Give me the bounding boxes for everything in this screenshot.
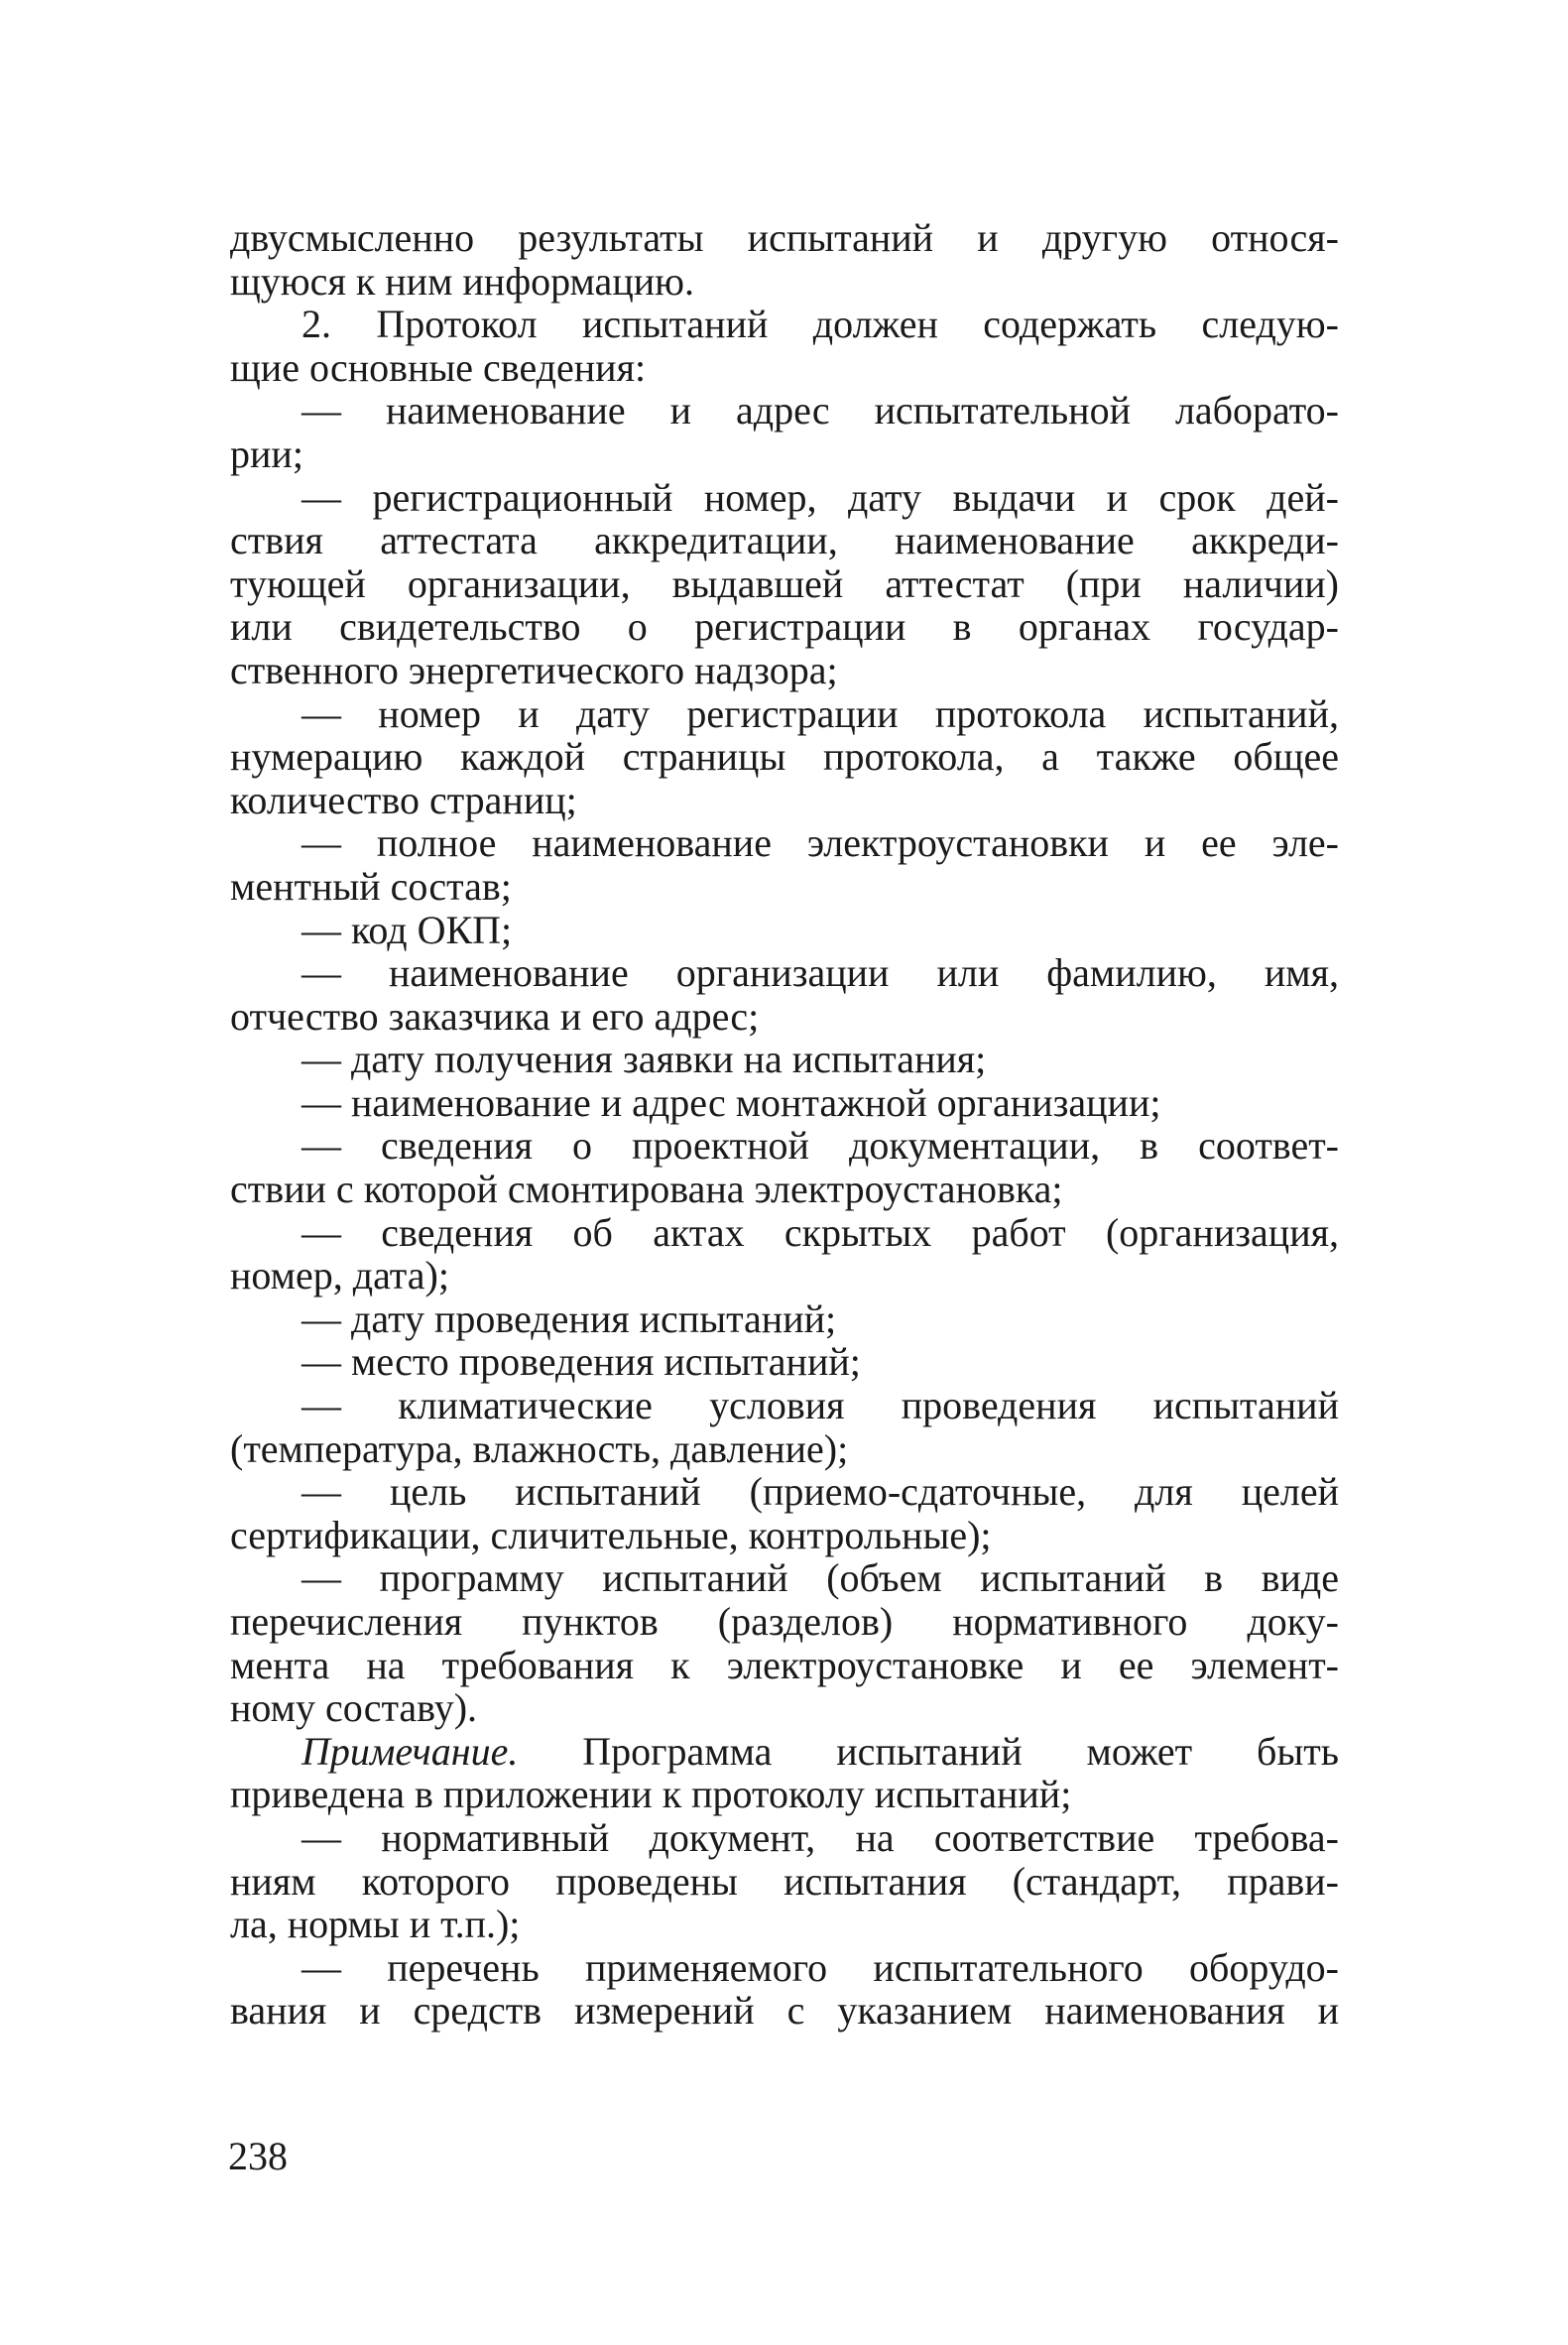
text-line: тующей организации, выдавшей аттестат (при наличии) bbox=[230, 560, 1339, 606]
text-block-main bbox=[230, 216, 1339, 1730]
text-line: ному составу). bbox=[230, 1685, 478, 1731]
text-line: двусмысленно результаты испытаний и другую относя- bbox=[230, 215, 1339, 260]
text-line: номер, дата); bbox=[230, 1253, 449, 1298]
text-line: — сведения о проектной документации, в соответ- bbox=[302, 1123, 1339, 1169]
text-line: мента на требования к электроустановке и ее элемент- bbox=[230, 1642, 1339, 1687]
text-line: — программу испытаний (объем испытаний в виде bbox=[302, 1555, 1339, 1601]
text-line: щие основные сведения: bbox=[230, 344, 647, 390]
note-text: Программа испытаний может быть bbox=[518, 1728, 1339, 1774]
text-line: — место проведения испытаний; bbox=[302, 1339, 861, 1385]
text-line: нумерацию каждой страницы протокола, а также общее bbox=[230, 734, 1339, 780]
text-line: — цель испытаний (приемо-сдаточные, для целей bbox=[302, 1469, 1339, 1515]
text-line: (температура, влажность, давление); bbox=[230, 1425, 849, 1471]
text-line: ниям которого проведены испытания (стандарт, прави- bbox=[230, 1858, 1339, 1904]
text-line: ствии с которой смонтирована электроустановка; bbox=[230, 1167, 1063, 1212]
text-line: перечисления пунктов (разделов) нормативного доку- bbox=[230, 1599, 1339, 1644]
text-line: ственного энергетического надзора; bbox=[230, 647, 838, 692]
text-line: — дату проведения испытаний; bbox=[302, 1296, 837, 1341]
text-line: — нормативный документ, на соответствие требова- bbox=[302, 1814, 1339, 1860]
text-line: — сведения об актах скрытых работ (организация, bbox=[302, 1209, 1339, 1255]
note-label: Примечание. bbox=[302, 1728, 519, 1774]
text-line: 2. Протокол испытаний должен содержать следую- bbox=[302, 302, 1339, 347]
text-line: — наименование и адрес монтажной организации; bbox=[302, 1079, 1161, 1125]
text-line: — номер и дату регистрации протокола испытаний, bbox=[302, 690, 1339, 736]
page-body bbox=[230, 216, 1339, 2033]
text-line: — код ОКП; bbox=[302, 907, 513, 952]
text-line: рии; bbox=[230, 431, 303, 476]
text-line: — дату получения заявки на испытания; bbox=[302, 1037, 987, 1082]
text-line: — климатические условия проведения испытаний bbox=[302, 1383, 1339, 1428]
text-line: — регистрационный номер, дату выдачи и срок дей- bbox=[302, 474, 1339, 520]
text-line: — полное наименование электроустановки и ее эле- bbox=[302, 820, 1339, 866]
text-line: количество страниц; bbox=[230, 777, 577, 822]
text-line: — наименование организации или фамилию, имя, bbox=[302, 950, 1339, 996]
note-line-2: приведена в приложении к протоколу испытаний; bbox=[230, 1772, 1072, 1817]
text-block-continued bbox=[230, 1816, 1339, 2033]
text-line: сертификации, сличительные, контрольные); bbox=[230, 1512, 992, 1557]
text-line: ла, нормы и т.п.); bbox=[230, 1902, 521, 1947]
text-line: — наименование и адрес испытательной лаборато- bbox=[302, 388, 1339, 433]
note-line-1 bbox=[230, 1730, 1339, 1774]
text-line: ментный состав; bbox=[230, 863, 512, 909]
page-number: 238 bbox=[228, 2134, 288, 2178]
text-line: или свидетельство о регистрации в органах государ- bbox=[230, 604, 1339, 650]
text-line: — перечень применяемого испытательного оборудо- bbox=[302, 1944, 1339, 1990]
text-line: отчество заказчика и его адрес; bbox=[230, 993, 760, 1039]
text-line: щуюся к ним информацию. bbox=[230, 258, 695, 304]
text-line: вания и средств измерений с указанием наименования и bbox=[230, 1988, 1339, 2034]
text-line: ствия аттестата аккредитации, наименование аккреди- bbox=[230, 518, 1339, 563]
